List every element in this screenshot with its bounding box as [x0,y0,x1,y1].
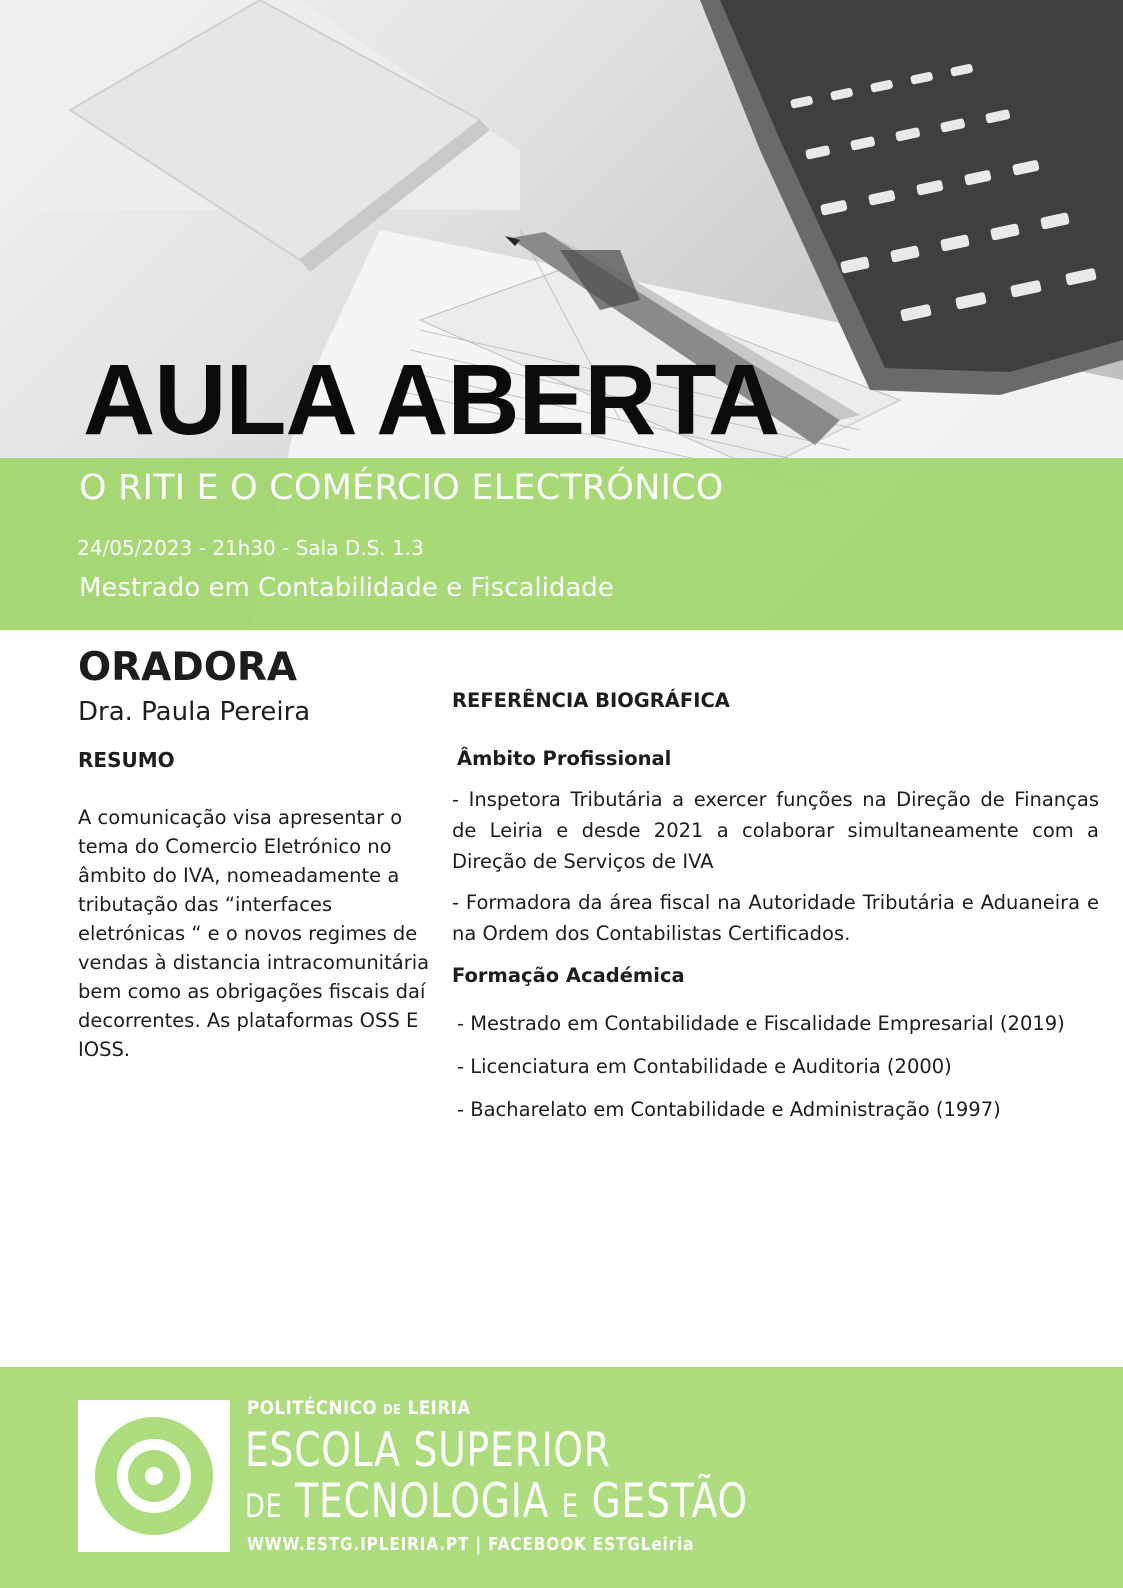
polytechnic-name [247,1397,471,1419]
professional-item: - Formadora da área fiscal na Autoridade Tributária e Aduaneira e na Ordem dos Contabilistas Certificados. [452,891,1099,945]
event-datetime-location: 24/05/2023 - 21h30 - Sala D.S. 1.3 [77,536,424,560]
bio-column [452,688,1099,1140]
academic-item: - Mestrado em Contabilidade e Fiscalidade Empresarial (2019) [457,1012,1065,1035]
school-gestao: GESTÃO [591,1474,748,1529]
polytechnic-word: POLITÉCNICO [247,1397,377,1419]
polytechnic-city: LEIRIA [407,1397,471,1419]
bio-heading: REFERÊNCIA BIOGRÁFICA [452,689,730,712]
summary-text: A comunicação visa apresentar o tema do Comercio Eletrónico no âmbito do IVA, nomeadamente a tributação das “interfaces eletrónicas “ e o novos regimes de vendas à distancia intracomunitária bem como as obrigações fiscais daí decorrentes. As plataformas OSS E IOSS. [78,806,430,1061]
school-tecnologia: TECNOLOGIA [295,1474,550,1529]
hero-banner [0,0,1123,630]
school-e: E [561,1487,579,1525]
polytechnic-de: DE [383,1403,402,1418]
event-title: AULA ABERTA [83,344,780,456]
event-subtitle: O RITI E O COMÉRCIO ELECTRÓNICO [79,468,724,508]
school-name-line2 [245,1476,748,1532]
estg-logo-circle-icon [78,1400,230,1552]
academic-list [452,1011,1099,1123]
school-website-link[interactable]: WWW.ESTG.IPLEIRIA.PT | FACEBOOK ESTGLeiria [247,1534,695,1555]
professional-item: - Inspetora Tributária a exercer funções na Direção de Finanças de Leiria e desde 2021 a colaborar simultaneamente com a Direção de Serviços de IVA [452,788,1099,873]
speaker-name: Dra. Paula Pereira [78,697,311,727]
school-name-line1: ESCOLA SUPERIOR [245,1423,611,1478]
program-name: Mestrado em Contabilidade e Fiscalidade [79,573,614,603]
estg-logo [78,1400,230,1552]
summary-heading: RESUMO [78,748,175,772]
academic-heading: Formação Académica [452,964,685,987]
professional-heading: Âmbito Profissional [457,747,672,770]
speaker-heading: ORADORA [78,645,298,690]
speaker-column [78,645,430,1064]
academic-item: - Bacharelato em Contabilidade e Administração (1997) [457,1098,1001,1121]
school-de: DE [245,1487,283,1525]
academic-item: - Licenciatura em Contabilidade e Auditoria (2000) [457,1055,952,1078]
